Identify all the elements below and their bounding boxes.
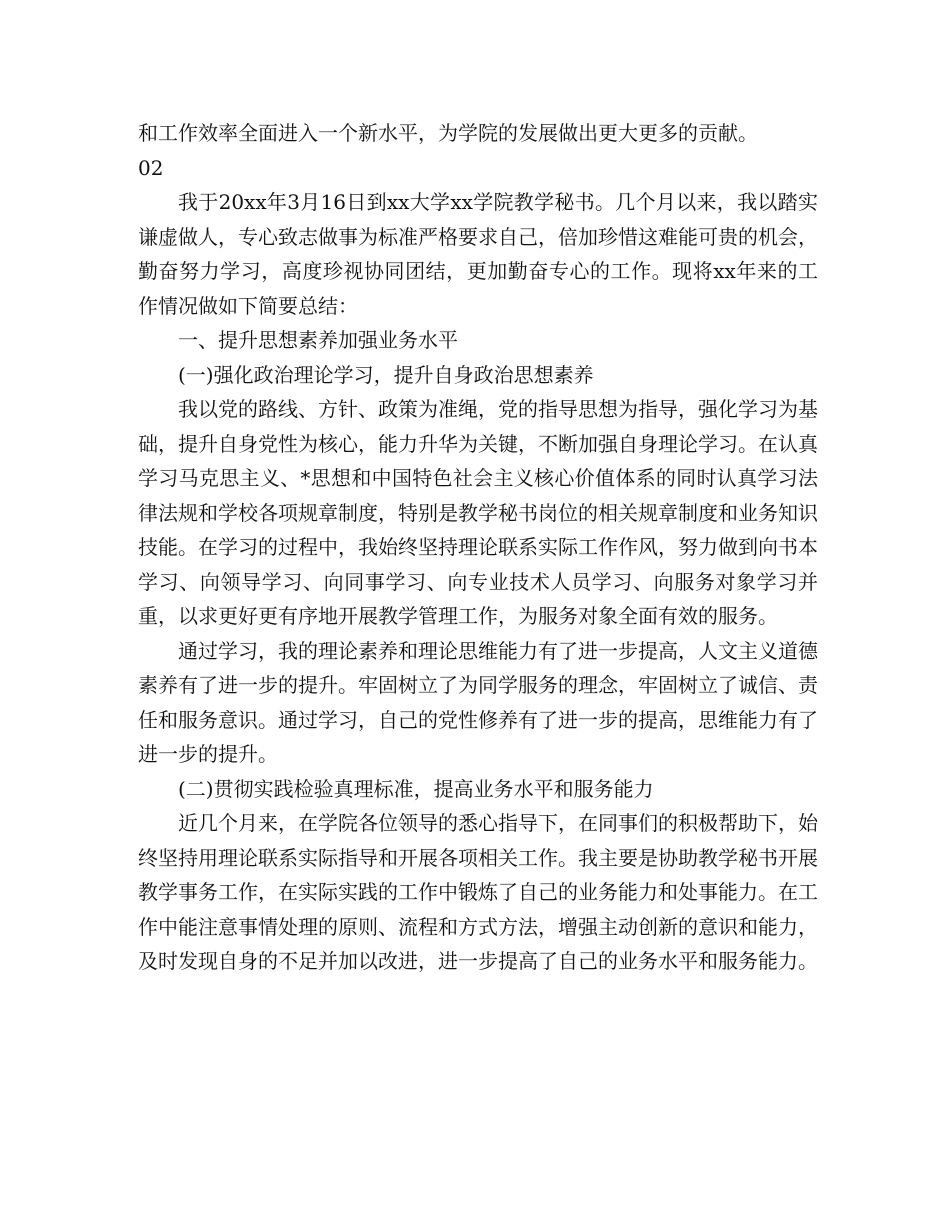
paragraph-theory-study: 我以党的路线、方针、政策为准绳，党的指导思想为指导，强化学习为基础，提升自身党性为核心，能力升华为关键，不断加强自身理论学习。在认真学习马克思主义、*思想和中国特色社会主义核心价值体系的同时认真学习法律法规和学校各项规章制度，特别是教学秘书岗位的相关规章制度和业务知识技能。在学习的过程中，我始终坚持理论联系实际工作作风，努力做到向书本学习、向领导学习、向同事学习、向专业技术人员学习、向服务对象学习并重，以求更好更有序地开展教学管理工作，为服务对象全面有效的服务。	[138, 397, 818, 628]
subheading-1: (一)强化政治理论学习，提升自身政治思想素养	[178, 362, 594, 387]
paragraph-intro: 我于20xx年3月16日到xx大学xx学院教学秘书。几个月以来，我以踏实谦虚做人，专心致志做事为标准严格要求自己，倍加珍惜这难能可贵的机会，勤奋努力学习，高度珍视协同团结，更加勤奋专心的工作。现将xx年来的工作情况做如下简要总结：	[138, 190, 818, 318]
paragraph-continuation: 和工作效率全面进入一个新水平，为学院的发展做出更大更多的贡献。	[138, 121, 758, 145]
paragraph-study-results: 通过学习，我的理论素养和理论思维能力有了进一步提高，人文主义道德素养有了进一步的提升。牢固树立了为同学服务的理念，牢固树立了诚信、责任和服务意识。通过学习，自己的党性修养有了进一步的提高，思维能力有了进一步的提升。	[138, 638, 818, 766]
subheading-2: (二)贯彻实践检验真理标准，提高业务水平和服务能力	[178, 776, 654, 801]
document-body	[138, 116, 818, 979]
heading-section-1: 一、提升思想素养加强业务水平	[178, 328, 458, 352]
section-number: 02	[138, 155, 164, 180]
paragraph-practice: 近几个月来，在学院各位领导的悉心指导下，在同事们的积极帮助下，始终坚持用理论联系实际指导和开展各项相关工作。我主要是协助教学秘书开展教学事务工作，在实际实践的工作中锻炼了自己的业务能力和处事能力。在工作中能注意事情处理的原则、流程和方式方法，增强主动创新的意识和能力，及时发现自身的不足并加以改进，进一步提高了自己的业务水平和服务能力。	[138, 811, 818, 973]
